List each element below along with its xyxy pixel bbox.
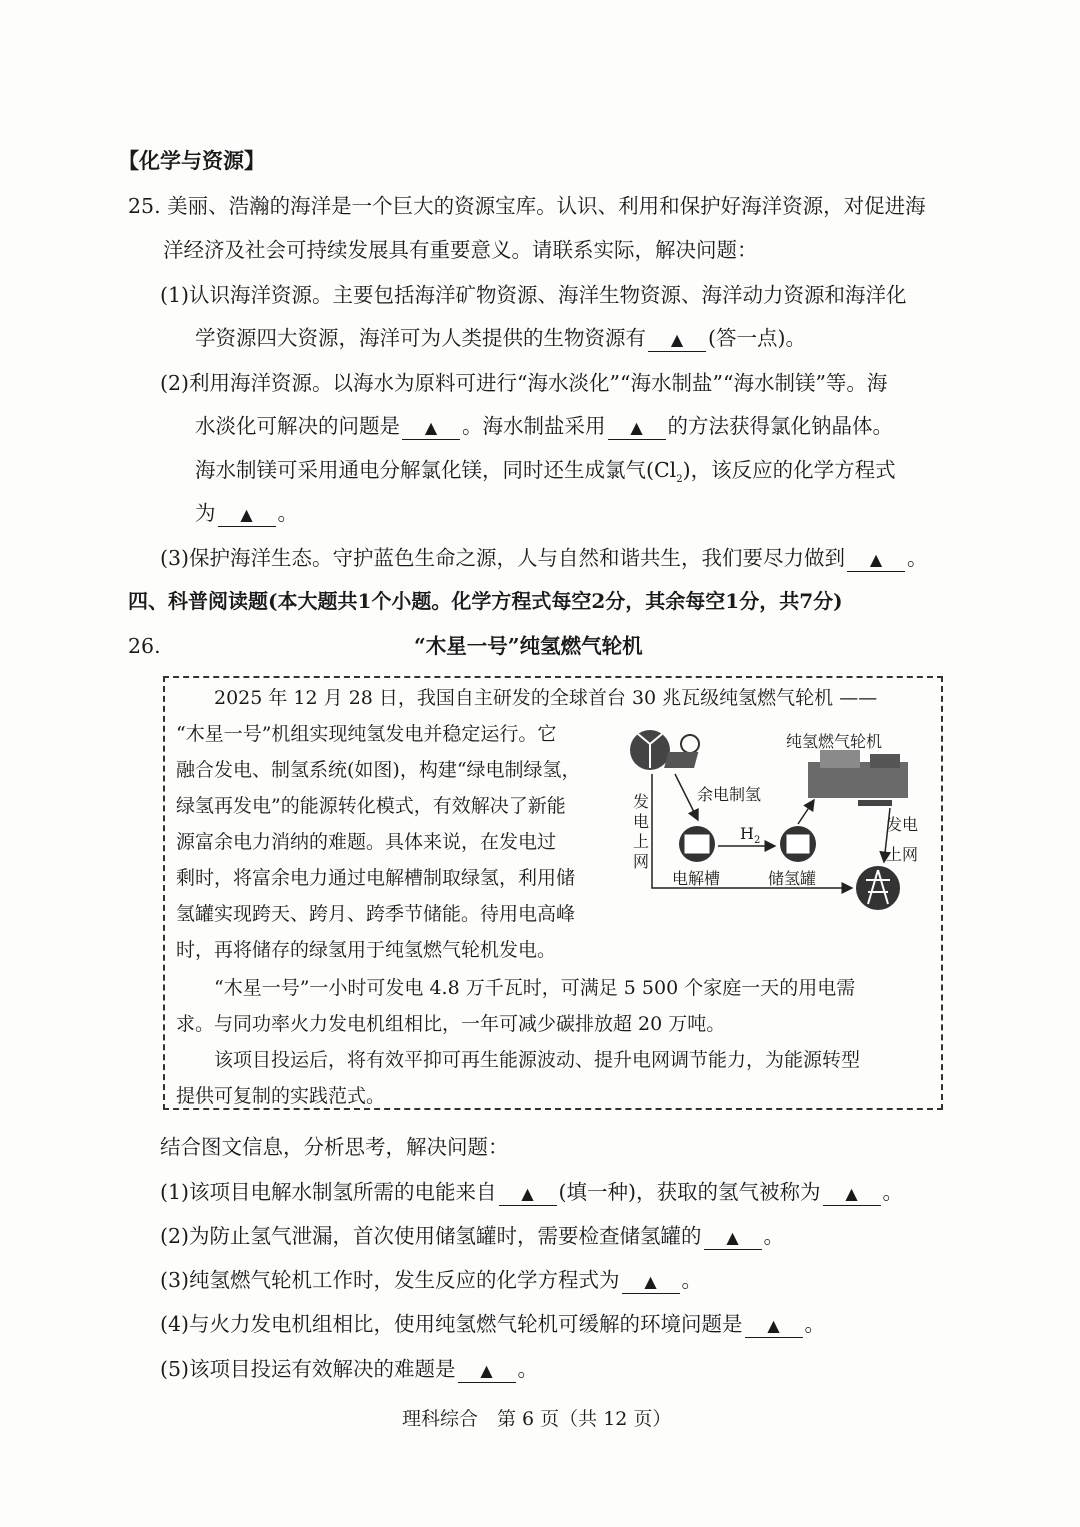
q25-part2-line3: 海水制镁可采用通电分解氯化镁，同时还生成氯气$(Cl_2)$，该反应的化学方程式 — [195, 458, 896, 486]
q26-number: 26. — [128, 634, 161, 658]
answer-blank[interactable]: ▲ — [499, 1181, 557, 1206]
figure-label-tank: 储氢罐 — [768, 869, 817, 888]
figure-label-surplus: 余电制氢 — [697, 785, 762, 804]
answer-blank[interactable]: ▲ — [608, 415, 666, 440]
q26-part3: (3)纯氢燃气轮机工作时，发生反应的化学方程式为 ▲ 。 — [160, 1268, 703, 1292]
figure-label-turbine: 纯氢燃气轮机 — [786, 732, 883, 751]
answer-blank[interactable]: ▲ — [704, 1225, 762, 1250]
passage-line: 融合发电、制氢系统(如图)，构建“绿电制绿氢， — [176, 759, 581, 781]
passage-line: 2025 年 12 月 28 日，我国自主研发的全球首台 30 兆瓦级纯氢燃气轮机 —— — [214, 687, 878, 709]
gas-turbine-icon — [808, 750, 908, 806]
answer-blank[interactable]: ▲ — [458, 1358, 516, 1383]
passage-line: 时，再将储存的绿氢用于纯氢燃气轮机发电。 — [176, 939, 557, 961]
section-title: 【化学与资源】 — [118, 148, 265, 173]
hydrogen-tank-icon — [780, 826, 816, 862]
q26-part4: (4)与火力发电机组相比，使用纯氢燃气轮机可缓解的环境问题是 ▲ 。 — [160, 1312, 826, 1336]
passage-line: 绿氢再发电”的能源转化模式，有效解决了新能 — [176, 795, 566, 817]
passage-line: “木星一号”一小时可发电 4.8 万千瓦时，可满足 5 500 个家庭一天的用电需 — [214, 977, 856, 999]
q26-part5: (5)该项目投运有效解决的难题是 ▲ 。 — [160, 1357, 539, 1381]
answer-blank[interactable]: ▲ — [745, 1313, 803, 1338]
passage-line: 剩时，将富余电力通过电解槽制取绿氢，利用储 — [176, 867, 576, 889]
q25-part2-line1: (2)利用海洋资源。以海水为原料可进行“海水淡化”“海水制盐”“海水制镁”等。海 — [160, 371, 888, 395]
answer-blank[interactable]: ▲ — [847, 547, 905, 572]
page-footer: 理科综合 第 6 页（共 12 页） — [402, 1408, 672, 1430]
figure-label-left-vertical: 发电上网 — [632, 792, 649, 871]
q26-title: “木星一号”纯氢燃气轮机 — [414, 634, 643, 658]
figure-label-h2: $H_2$ — [740, 824, 761, 847]
passage-line: 氢罐实现跨天、跨月、跨季节储能。待用电高峰 — [176, 903, 576, 925]
power-grid-icon — [856, 866, 900, 910]
figure-label-electrolyzer: 电解槽 — [672, 869, 721, 888]
passage-line: 该项目投运后，将有效平抑可再生能源波动、提升电网调节能力，为能源转型 — [214, 1049, 861, 1071]
electrolyzer-icon — [679, 826, 715, 862]
answer-blank[interactable]: ▲ — [823, 1181, 881, 1206]
figure-label-right-1: 发电 — [886, 815, 919, 834]
wind-turbine-icon — [630, 730, 670, 770]
q25-line2: 洋经济及社会可持续发展具有重要意义。请联系实际，解决问题： — [163, 238, 758, 262]
passage-line: 提供可复制的实践范式。 — [176, 1085, 386, 1107]
answer-blank[interactable]: ▲ — [218, 502, 276, 527]
q25-part1-line1: (1)认识海洋资源。主要包括海洋矿物资源、海洋生物资源、海洋动力资源和海洋化 — [160, 283, 907, 307]
q26-part1: (1)该项目电解水制氢所需的电能来自 ▲ (填一种)，获取的氢气被称为 ▲ 。 — [160, 1180, 904, 1204]
q26-intro: 结合图文信息，分析思考，解决问题： — [160, 1135, 509, 1159]
q25-part2-line2: 水淡化可解决的问题是 ▲ 。海水制盐采用 ▲ 的方法获得氯化钠晶体。 — [195, 414, 893, 438]
answer-blank[interactable]: ▲ — [648, 327, 706, 352]
q25-line1: 25. 美丽、浩瀚的海洋是一个巨大的资源宝库。认识、利用和保护好海洋资源，对促进海 — [128, 194, 926, 218]
passage-line: “木星一号”机组实现纯氢发电并稳定运行。它 — [176, 723, 557, 745]
passage-line: 源富余电力消纳的难题。具体来说，在发电过 — [176, 831, 557, 853]
q25-part2-line4: 为 ▲ 。 — [195, 501, 298, 525]
answer-blank[interactable]: ▲ — [402, 415, 460, 440]
figure-label-right-2: 上网 — [886, 845, 919, 864]
q25-part3: (3)保护海洋生态。守护蓝色生命之源，人与自然和谐共生，我们要尽力做到 ▲ 。 — [160, 546, 928, 570]
q26-part2: (2)为防止氢气泄漏，首次使用储氢罐时，需要检查储氢罐的 ▲ 。 — [160, 1224, 785, 1248]
passage-line: 求。与同功率火力发电机组相比，一年可减少碳排放超 20 万吨。 — [176, 1013, 726, 1035]
q25-part1-line2: 学资源四大资源，海洋可为人类提供的生物资源有 ▲ (答一点)。 — [195, 326, 806, 350]
section4-title: 四、科普阅读题(本大题共1个小题。化学方程式每空2分，其余每空1分，共7分) — [128, 589, 843, 613]
answer-blank[interactable]: ▲ — [622, 1269, 680, 1294]
